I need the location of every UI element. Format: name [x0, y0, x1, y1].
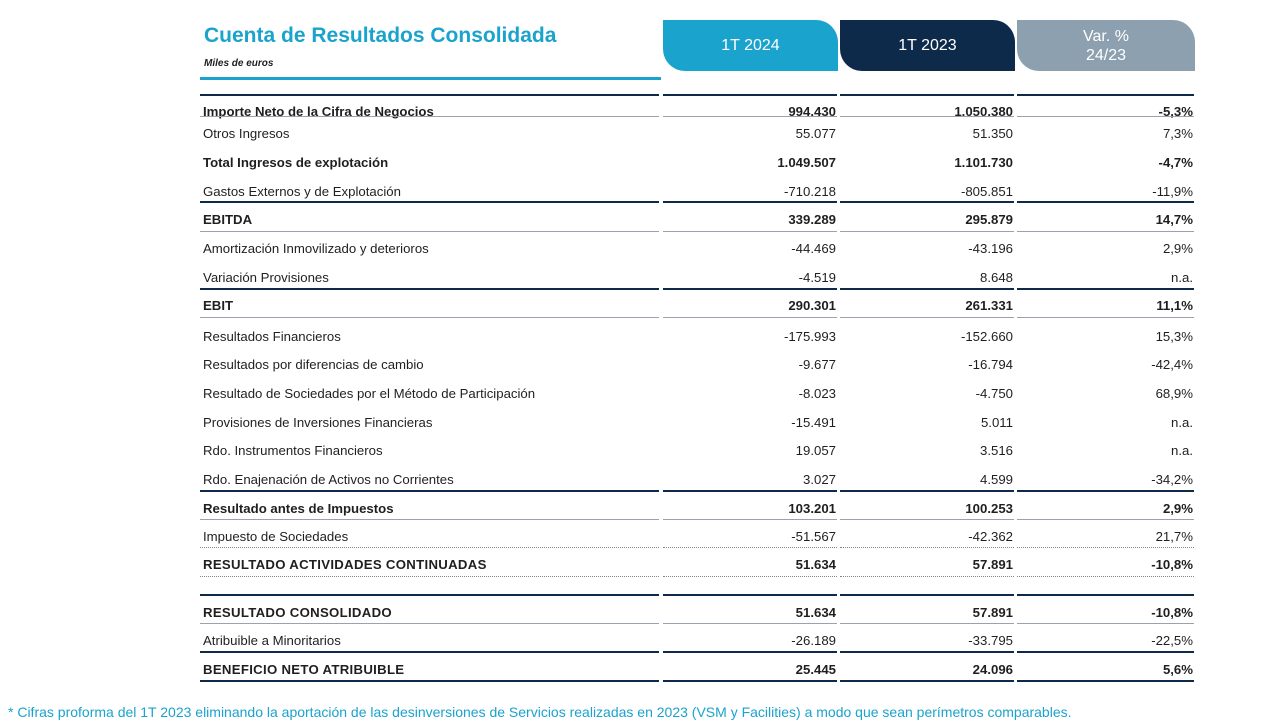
- value-1t2024: 1.049.507: [777, 155, 836, 170]
- row-label: Rdo. Enajenación de Activos no Corrientes: [203, 472, 454, 487]
- value-1t2023: 51.350: [972, 126, 1013, 141]
- separator: [1017, 680, 1194, 682]
- separator: [663, 490, 837, 492]
- separator: [1017, 231, 1194, 232]
- separator: [663, 519, 837, 520]
- separator: [200, 680, 659, 682]
- separator: [200, 547, 659, 548]
- separator: [200, 490, 659, 492]
- row-label: Resultado de Sociedades por el Método de Participación: [203, 386, 536, 401]
- separator: [663, 317, 837, 318]
- value-variation: 2,9%: [1162, 241, 1193, 256]
- separator: [840, 94, 1014, 96]
- value-variation: -34,2%: [1151, 472, 1193, 487]
- separator: [200, 288, 659, 290]
- value-variation: 5,6%: [1162, 662, 1193, 677]
- value-variation: n.a.: [1171, 415, 1193, 430]
- separator: [1017, 94, 1194, 96]
- value-variation: 11,1%: [1156, 298, 1193, 313]
- value-variation: 68,9%: [1155, 386, 1193, 401]
- value-1t2024: 51.634: [795, 605, 836, 620]
- separator: [1017, 651, 1194, 653]
- value-variation: 14,7%: [1155, 212, 1193, 227]
- separator: [200, 623, 659, 624]
- table-row: [0, 319, 1280, 347]
- table-row: [0, 623, 1280, 651]
- row-label: Otros Ingresos: [203, 126, 290, 141]
- separator: [840, 490, 1014, 492]
- row-label: Resultados Financieros: [203, 329, 341, 344]
- row-label: Resultado antes de Impuestos: [203, 501, 394, 516]
- row-label: BENEFICIO NETO ATRIBUIBLE: [203, 662, 405, 677]
- column-header-1t2024: 1T 2024: [663, 20, 838, 71]
- value-1t2024: 3.027: [802, 472, 836, 487]
- value-variation: 7,3%: [1162, 126, 1193, 141]
- value-1t2023: 8.648: [979, 270, 1013, 285]
- value-variation: -22,5%: [1151, 633, 1193, 648]
- value-1t2023: 57.891: [972, 605, 1013, 620]
- row-label: Gastos Externos y de Explotación: [203, 184, 401, 199]
- value-1t2023: 295.879: [965, 212, 1013, 227]
- value-variation: n.a.: [1171, 270, 1193, 285]
- separator: [840, 623, 1014, 624]
- separator: [840, 594, 1014, 596]
- value-1t2023: -33.795: [968, 633, 1013, 648]
- separator: [840, 116, 1014, 117]
- separator: [840, 680, 1014, 682]
- value-1t2023: 24.096: [972, 662, 1013, 677]
- table-row: [0, 347, 1280, 375]
- value-1t2024: 51.634: [795, 557, 836, 572]
- separator: [663, 94, 837, 96]
- separator: [200, 651, 659, 653]
- separator: [663, 651, 837, 653]
- value-variation: 15,3%: [1155, 329, 1193, 344]
- table-row: [0, 231, 1280, 259]
- table-row: [0, 116, 1280, 144]
- value-1t2024: -175.993: [783, 329, 836, 344]
- footnote: * Cifras proforma del 1T 2023 eliminando la aportación de las desinversiones de Servicios realizadas en 2023 (VSM y Facilities) a modo que sean perímetros comparables.: [8, 704, 1072, 720]
- separator: [663, 576, 837, 577]
- value-1t2023: -43.196: [968, 241, 1013, 256]
- row-label: Importe Neto de la Cifra de Negocios: [203, 104, 434, 119]
- value-1t2024: 339.289: [788, 212, 836, 227]
- report-subtitle: Miles de euros: [204, 58, 274, 69]
- value-1t2023: -42.362: [968, 529, 1013, 544]
- separator: [663, 547, 837, 548]
- separator: [840, 288, 1014, 290]
- separator: [1017, 288, 1194, 290]
- separator: [840, 576, 1014, 577]
- table-row: [0, 376, 1280, 404]
- separator: [1017, 116, 1194, 117]
- row-label: Resultados por diferencias de cambio: [203, 357, 424, 372]
- value-1t2023: 3.516: [979, 443, 1013, 458]
- separator: [1017, 519, 1194, 520]
- table-row: [0, 491, 1280, 519]
- separator: [840, 651, 1014, 653]
- value-1t2024: -4.519: [798, 270, 836, 285]
- value-1t2023: 1.101.730: [954, 155, 1013, 170]
- value-variation: n.a.: [1171, 443, 1193, 458]
- table-row: [0, 595, 1280, 623]
- separator: [200, 594, 659, 596]
- separator: [663, 201, 837, 203]
- row-label: Rdo. Instrumentos Financieros: [203, 443, 383, 458]
- report-title: Cuenta de Resultados Consolidada: [204, 24, 557, 47]
- title-underline: [200, 77, 661, 80]
- row-label: Variación Provisiones: [203, 270, 329, 285]
- value-1t2024: 25.445: [795, 662, 836, 677]
- value-1t2023: 57.891: [972, 557, 1013, 572]
- value-variation: -11,9%: [1152, 184, 1193, 199]
- table-row: [0, 174, 1280, 202]
- table-row: [0, 652, 1280, 680]
- value-1t2023: 4.599: [979, 472, 1013, 487]
- separator: [1017, 623, 1194, 624]
- separator: [663, 116, 837, 117]
- separator: [1017, 547, 1194, 548]
- value-1t2024: 103.201: [788, 501, 836, 516]
- separator: [200, 201, 659, 203]
- value-1t2024: -26.189: [791, 633, 836, 648]
- separator: [840, 231, 1014, 232]
- column-header-variation: [1017, 20, 1195, 71]
- table-row: [0, 433, 1280, 461]
- separator: [1017, 576, 1194, 577]
- table-row: [0, 260, 1280, 288]
- column-header-1t2023: 1T 2023: [840, 20, 1015, 71]
- separator: [200, 231, 659, 232]
- separator: [1017, 490, 1194, 492]
- separator: [200, 116, 659, 117]
- value-variation: -10,8%: [1151, 557, 1193, 572]
- table-row: [0, 405, 1280, 433]
- separator: [663, 231, 837, 232]
- separator: [663, 594, 837, 596]
- variation-label-line1: Var. %: [1083, 27, 1129, 45]
- row-label: RESULTADO CONSOLIDADO: [203, 605, 392, 620]
- separator: [840, 317, 1014, 318]
- value-1t2024: -44.469: [791, 241, 836, 256]
- value-1t2024: -51.567: [791, 529, 836, 544]
- separator: [1017, 317, 1194, 318]
- value-1t2023: -4.750: [975, 386, 1013, 401]
- row-label: Atribuible a Minoritarios: [203, 633, 341, 648]
- table-row: [0, 145, 1280, 173]
- value-variation: 21,7%: [1155, 529, 1193, 544]
- value-1t2024: 19.057: [795, 443, 836, 458]
- value-1t2023: 1.050.380: [954, 104, 1013, 119]
- value-variation: -5,3%: [1158, 104, 1193, 119]
- value-variation: -42,4%: [1151, 357, 1193, 372]
- value-1t2023: 261.331: [965, 298, 1013, 313]
- row-label: EBIT: [203, 298, 234, 313]
- table-row: [0, 462, 1280, 490]
- row-label: Total Ingresos de explotación: [203, 155, 389, 170]
- value-1t2024: -15.491: [791, 415, 836, 430]
- value-variation: -4,7%: [1158, 155, 1193, 170]
- value-1t2023: 100.253: [965, 501, 1013, 516]
- separator: [1017, 594, 1194, 596]
- value-1t2024: 55.077: [795, 126, 836, 141]
- value-1t2023: -152.660: [960, 329, 1013, 344]
- table-row: [0, 288, 1280, 316]
- value-1t2024: -710.218: [783, 184, 836, 199]
- separator: [200, 519, 659, 520]
- value-variation: 2,9%: [1162, 501, 1193, 516]
- separator: [663, 623, 837, 624]
- separator: [840, 201, 1014, 203]
- separator: [663, 288, 837, 290]
- separator: [840, 519, 1014, 520]
- separator: [1017, 201, 1194, 203]
- separator: [200, 94, 659, 96]
- row-label: EBITDA: [203, 212, 253, 227]
- value-1t2024: 994.430: [788, 104, 836, 119]
- value-1t2024: -8.023: [798, 386, 836, 401]
- row-label: RESULTADO ACTIVIDADES CONTINUADAS: [203, 557, 487, 572]
- table-row: [0, 547, 1280, 575]
- row-label: Amortización Inmovilizado y deterioros: [203, 241, 429, 256]
- variation-label-line2: 24/23: [1085, 46, 1127, 64]
- value-1t2024: 290.301: [788, 298, 836, 313]
- value-1t2023: 5.011: [980, 415, 1013, 430]
- table-row: [0, 519, 1280, 547]
- separator: [663, 680, 837, 682]
- row-label: Provisiones de Inversiones Financieras: [203, 415, 433, 430]
- value-1t2023: -805.851: [960, 184, 1013, 199]
- value-1t2024: -9.677: [798, 357, 836, 372]
- row-label: Impuesto de Sociedades: [203, 529, 349, 544]
- separator: [840, 547, 1014, 548]
- value-variation: -10,8%: [1151, 605, 1193, 620]
- value-1t2023: -16.794: [968, 357, 1013, 372]
- separator: [200, 317, 659, 318]
- table-row: [0, 202, 1280, 230]
- separator: [200, 576, 659, 577]
